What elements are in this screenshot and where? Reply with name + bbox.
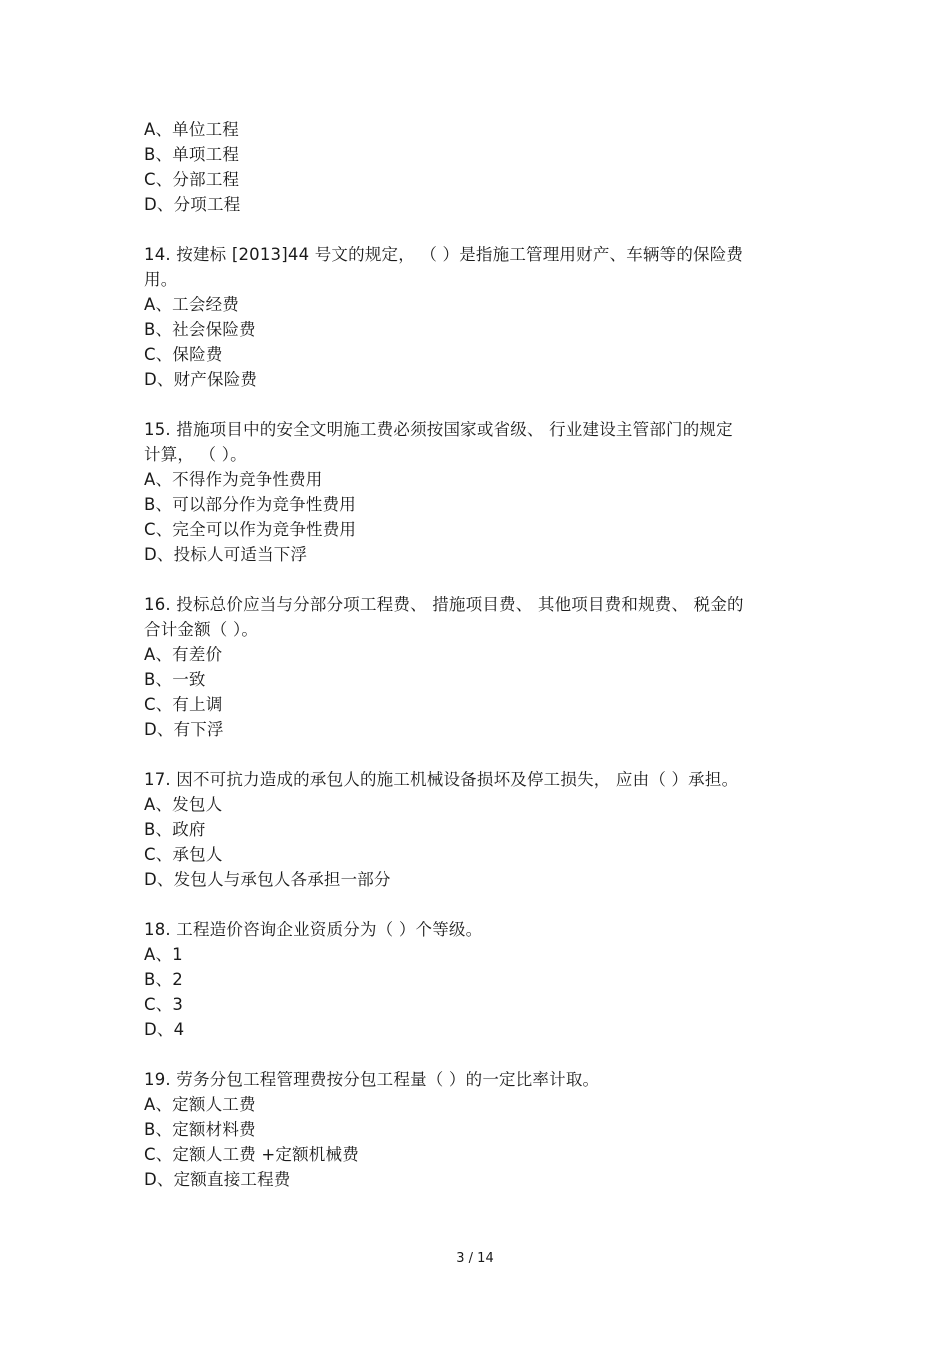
option-item: B、可以部分作为竞争性费用 [144, 495, 356, 514]
option-item: A、不得作为竞争性费用 [144, 470, 323, 489]
question-17 [144, 767, 814, 892]
question-stem: 16. 投标总价应当与分部分项工程费、 措施项目费、 其他项目费和规费、 税金的 [144, 595, 744, 614]
option-item: A、定额人工费 [144, 1095, 256, 1114]
option-item: B、一致 [144, 670, 206, 689]
question-stem: 19. 劳务分包工程管理费按分包工程量（ ）的一定比率计取。 [144, 1070, 600, 1089]
option-item: A、单位工程 [144, 120, 239, 139]
option-item: A、工会经费 [144, 295, 239, 314]
option-item: B、2 [144, 970, 183, 989]
option-item: A、有差价 [144, 645, 223, 664]
option-item: C、承包人 [144, 845, 223, 864]
question-stem: 18. 工程造价咨询企业资质分为（ ）个等级。 [144, 920, 483, 939]
option-item: C、保险费 [144, 345, 223, 364]
option-item: D、有下浮 [144, 720, 224, 739]
option-item: D、投标人可适当下浮 [144, 545, 308, 564]
option-item: D、发包人与承包人各承担一部分 [144, 870, 391, 889]
option-item: C、3 [144, 995, 184, 1014]
option-item: C、完全可以作为竞争性费用 [144, 520, 357, 539]
option-item: C、定额人工费 +定额机械费 [144, 1145, 359, 1164]
question-stem: 15. 措施项目中的安全文明施工费必须按国家或省级、 行业建设主管部门的规定 [144, 420, 733, 439]
option-item: A、1 [144, 945, 183, 964]
question-18 [144, 917, 814, 1042]
option-item: D、4 [144, 1020, 185, 1039]
page-content [144, 117, 814, 1192]
option-item: A、发包人 [144, 795, 223, 814]
question-15 [144, 417, 814, 567]
option-list-previous [144, 117, 814, 217]
option-item: B、社会保险费 [144, 320, 256, 339]
option-item: D、财产保险费 [144, 370, 258, 389]
option-item: D、分项工程 [144, 195, 241, 214]
question-stem-continued: 用。 [144, 270, 178, 289]
option-item: C、分部工程 [144, 170, 240, 189]
question-stem: 17. 因不可抗力造成的承包人的施工机械设备损坏及停工损失， 应由（ ）承担。 [144, 770, 739, 789]
question-stem-continued: 合计金额（ ）。 [144, 620, 259, 639]
question-stem-continued: 计算， （ ）。 [144, 445, 247, 464]
option-item: B、政府 [144, 820, 206, 839]
option-item: B、定额材料费 [144, 1120, 256, 1139]
question-19 [144, 1067, 814, 1192]
option-item: B、单项工程 [144, 145, 240, 164]
page-number: 3 / 14 [456, 1251, 494, 1266]
question-14 [144, 242, 814, 392]
option-item: C、有上调 [144, 695, 223, 714]
question-16 [144, 592, 814, 742]
option-item: D、定额直接工程费 [144, 1170, 291, 1189]
question-stem: 14. 按建标 [2013]44 号文的规定， （ ）是指施工管理用财产、车辆等的保险费 [144, 245, 744, 264]
